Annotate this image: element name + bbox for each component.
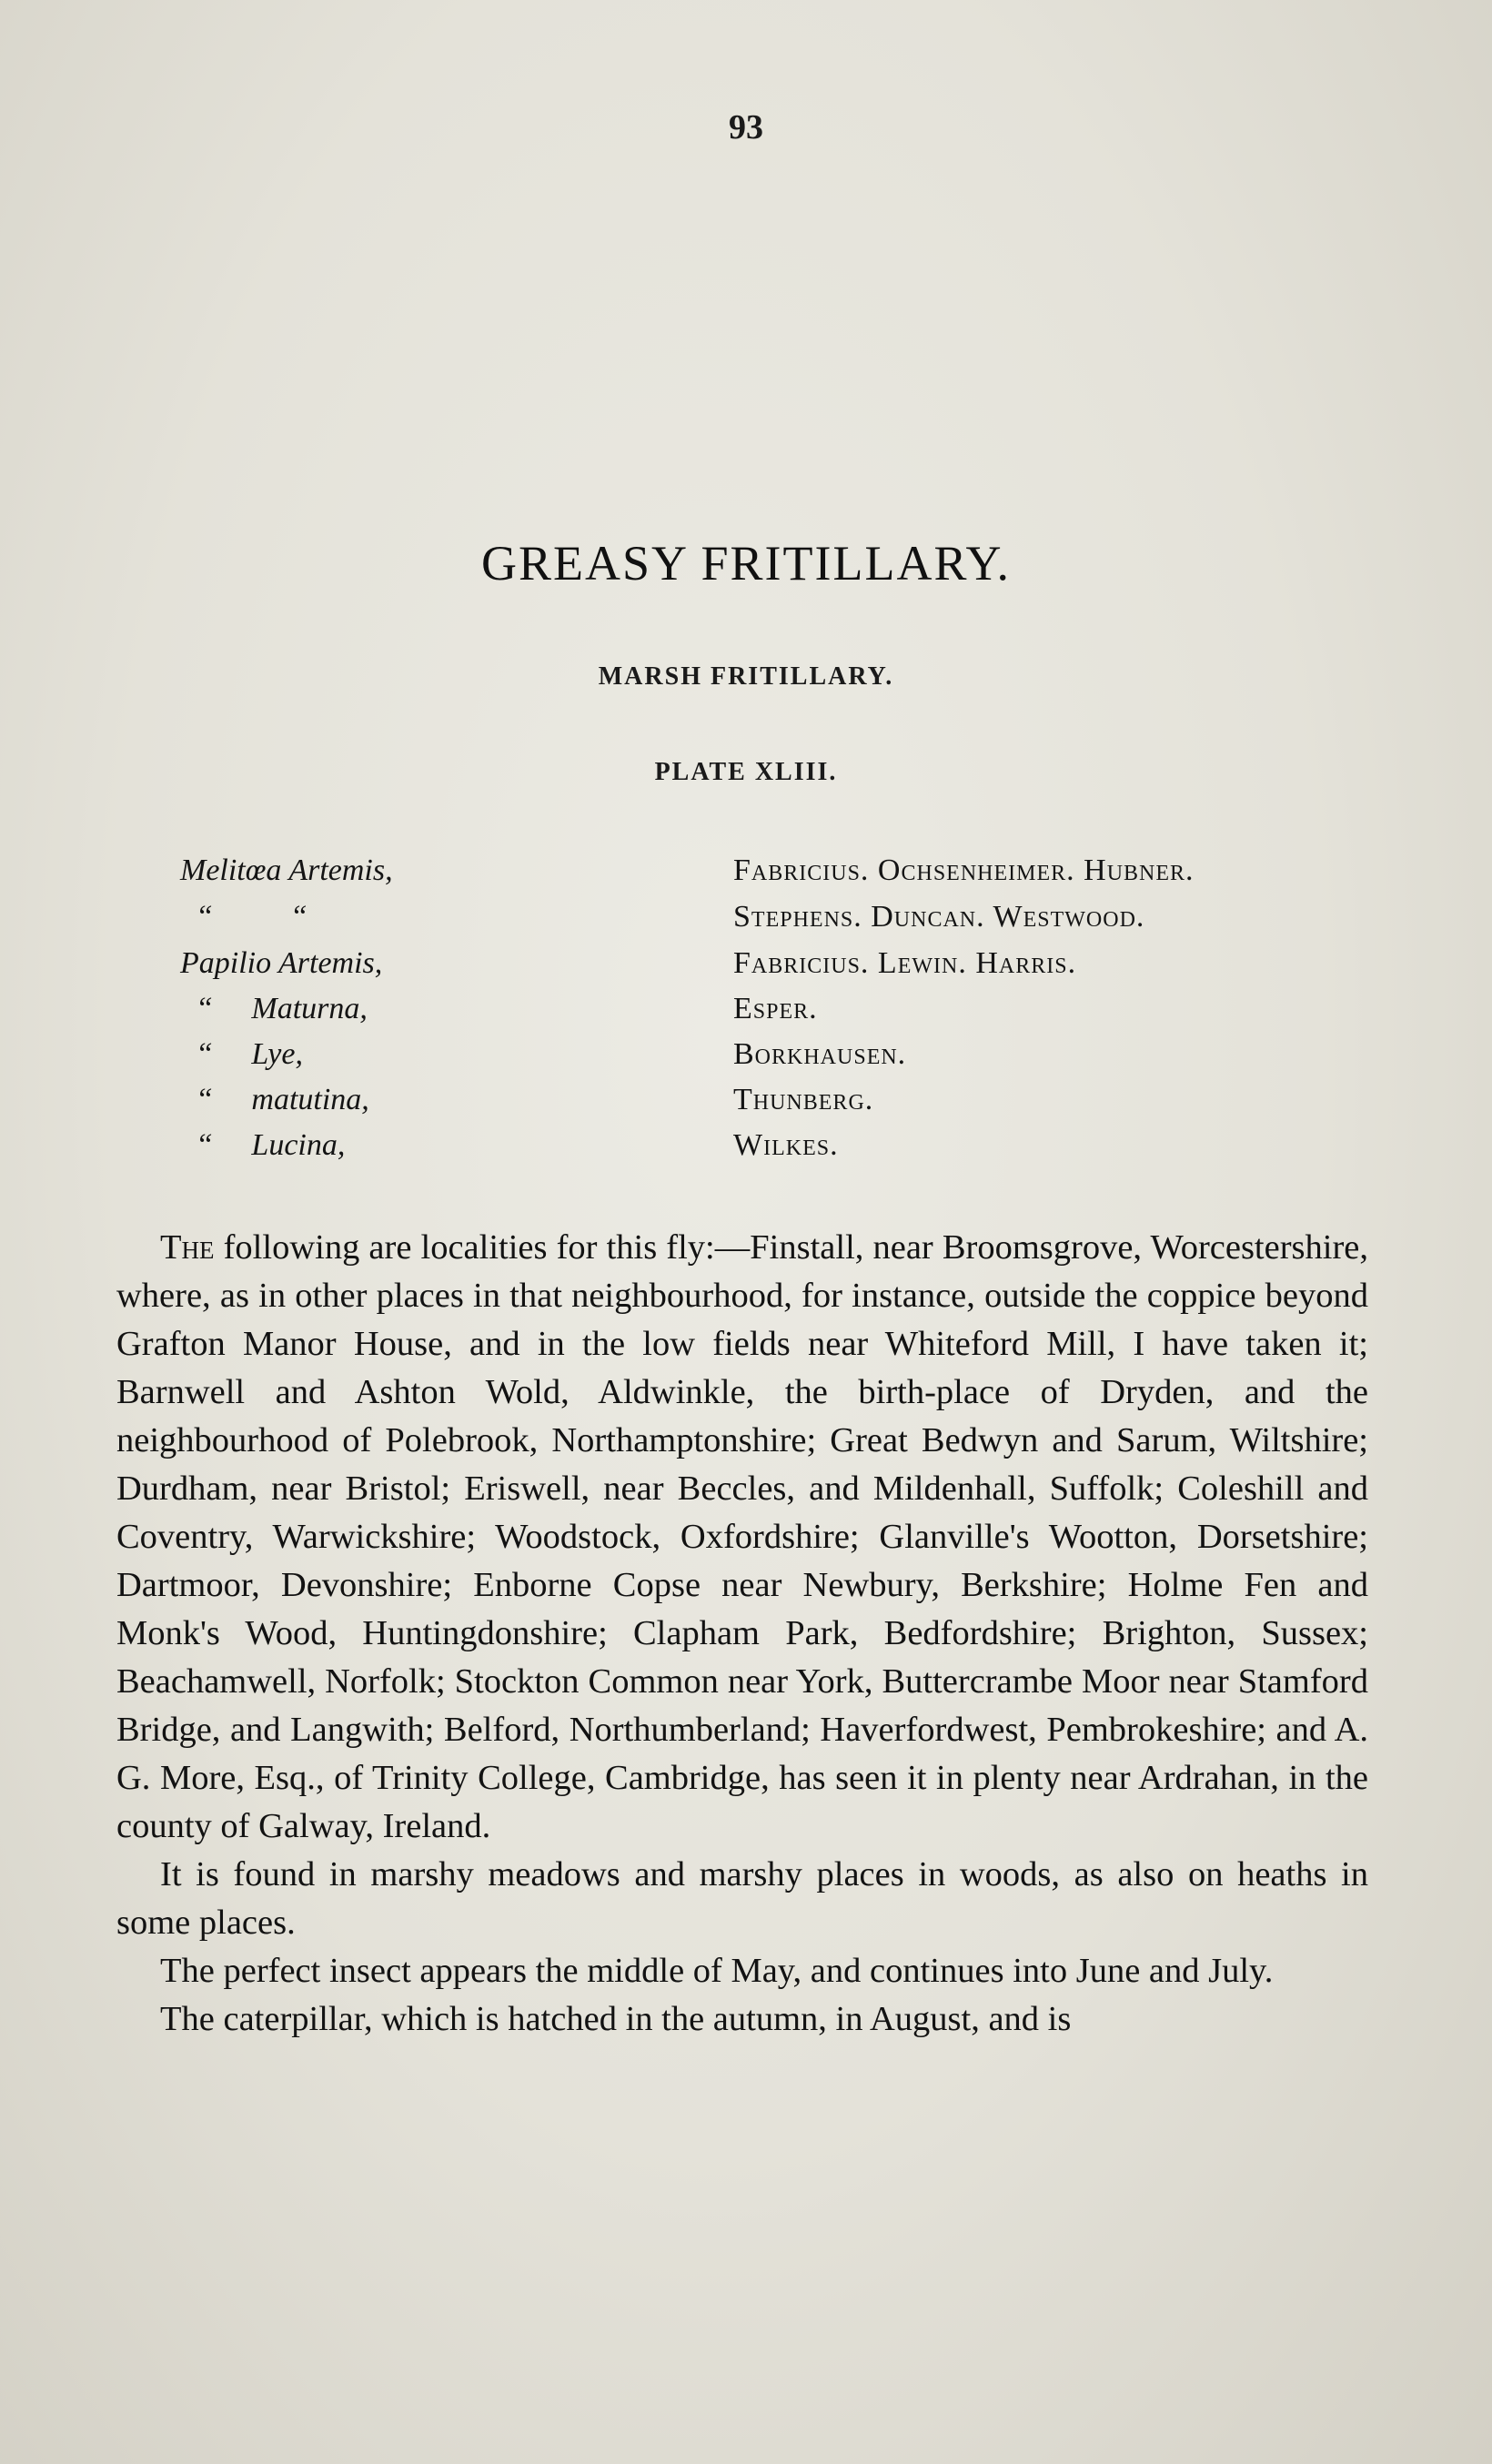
synonym-name: “ Lye, [180,1037,303,1071]
synonym-authors: Borkhausen. [733,1037,907,1071]
synonym-authors: Fabricius. Lewin. Harris. [733,946,1077,980]
paragraph-text: following are localities for this fly:—Finstall, near Broomsgrove, Worcestershire, where, as in other places in that neighbourhood, for instance, outside the coppice beyond Grafton Manor House, and in the low fields near Whiteford Mill, I have taken it; Barnwell and Ashton Wold, Aldwinkle, the birth-place of Dryden, and the neighbourhood of Polebrook, Northamptonshire; Great Bedwyn and Sarum, Wiltshire; Durdham, near Bristol; Eriswell, near Beccles, and Mildenhall, Suffolk; Coleshill and Coventry, Warwickshire; Woodstock, Oxfordshire; Glanville's Wootton, Dorsetshire; Dartmoor, Devonshire; Enborne Copse near Newbury, Berkshire; Holme Fen and Monk's Wood, Huntingdonshire; Clapham Park, Bedfordshire; Brighton, Sussex; Beachamwell, Norfolk; Stockton Common near York, Buttercrambe Moor near Stamford Bridge, and Langwith; Belford, Northumberland; Haverfordwest, Pembrokeshire; and A. G. More, Esq., of Trinity College, Cambridge, has seen it in plenty near Ardrahan, in the county of Galway, Ireland. [116,1228,1368,1845]
paragraph-habitat: It is found in marshy meadows and marshy places in woods, as also on heaths in some places. [116,1855,1368,1942]
page-subtitle: MARSH FRITILLARY. [598,662,894,691]
synonym-name: “ Lucina, [180,1128,346,1162]
synonym-name: “ Maturna, [180,992,368,1025]
synonym-authors: Fabricius. Ochsenheimer. Hubner. [733,853,1195,887]
paragraph-localities [116,1224,1368,1851]
bleed-through-text [127,168,1383,217]
synonym-authors: Thunberg. [733,1083,874,1116]
synonym-authors: Esper. [733,992,818,1025]
synonym-authors: Wilkes. [733,1128,839,1162]
synonym-name: Papilio Artemis, [180,946,383,980]
synonym-row [0,853,1492,899]
page-title: GREASY FRITILLARY. [480,536,1012,591]
paragraph-season: The perfect insect appears the middle of May, and continues into June and July. [160,1952,1274,1990]
page-number: 93 [729,108,763,146]
synonym-row [0,1083,1492,1128]
synonym-name: Melitœa Artemis, [180,853,393,887]
dropped-lead-word: The [160,1228,215,1267]
synonym-authors: Stephens. Duncan. Westwood. [733,900,1145,934]
synonym-row [0,1128,1492,1174]
synonym-row [0,992,1492,1037]
paragraph-caterpillar: The caterpillar, which is hatched in the autumn, in August, and is [160,2000,1072,2038]
synonym-row [0,946,1492,992]
plate-label: PLATE XLIII. [654,758,838,786]
synonym-row [0,1037,1492,1083]
body-text [116,1224,1368,2044]
synonym-row [0,900,1492,945]
synonym-name: “ matutina, [180,1083,369,1116]
synonym-name: “ “ [180,900,307,934]
